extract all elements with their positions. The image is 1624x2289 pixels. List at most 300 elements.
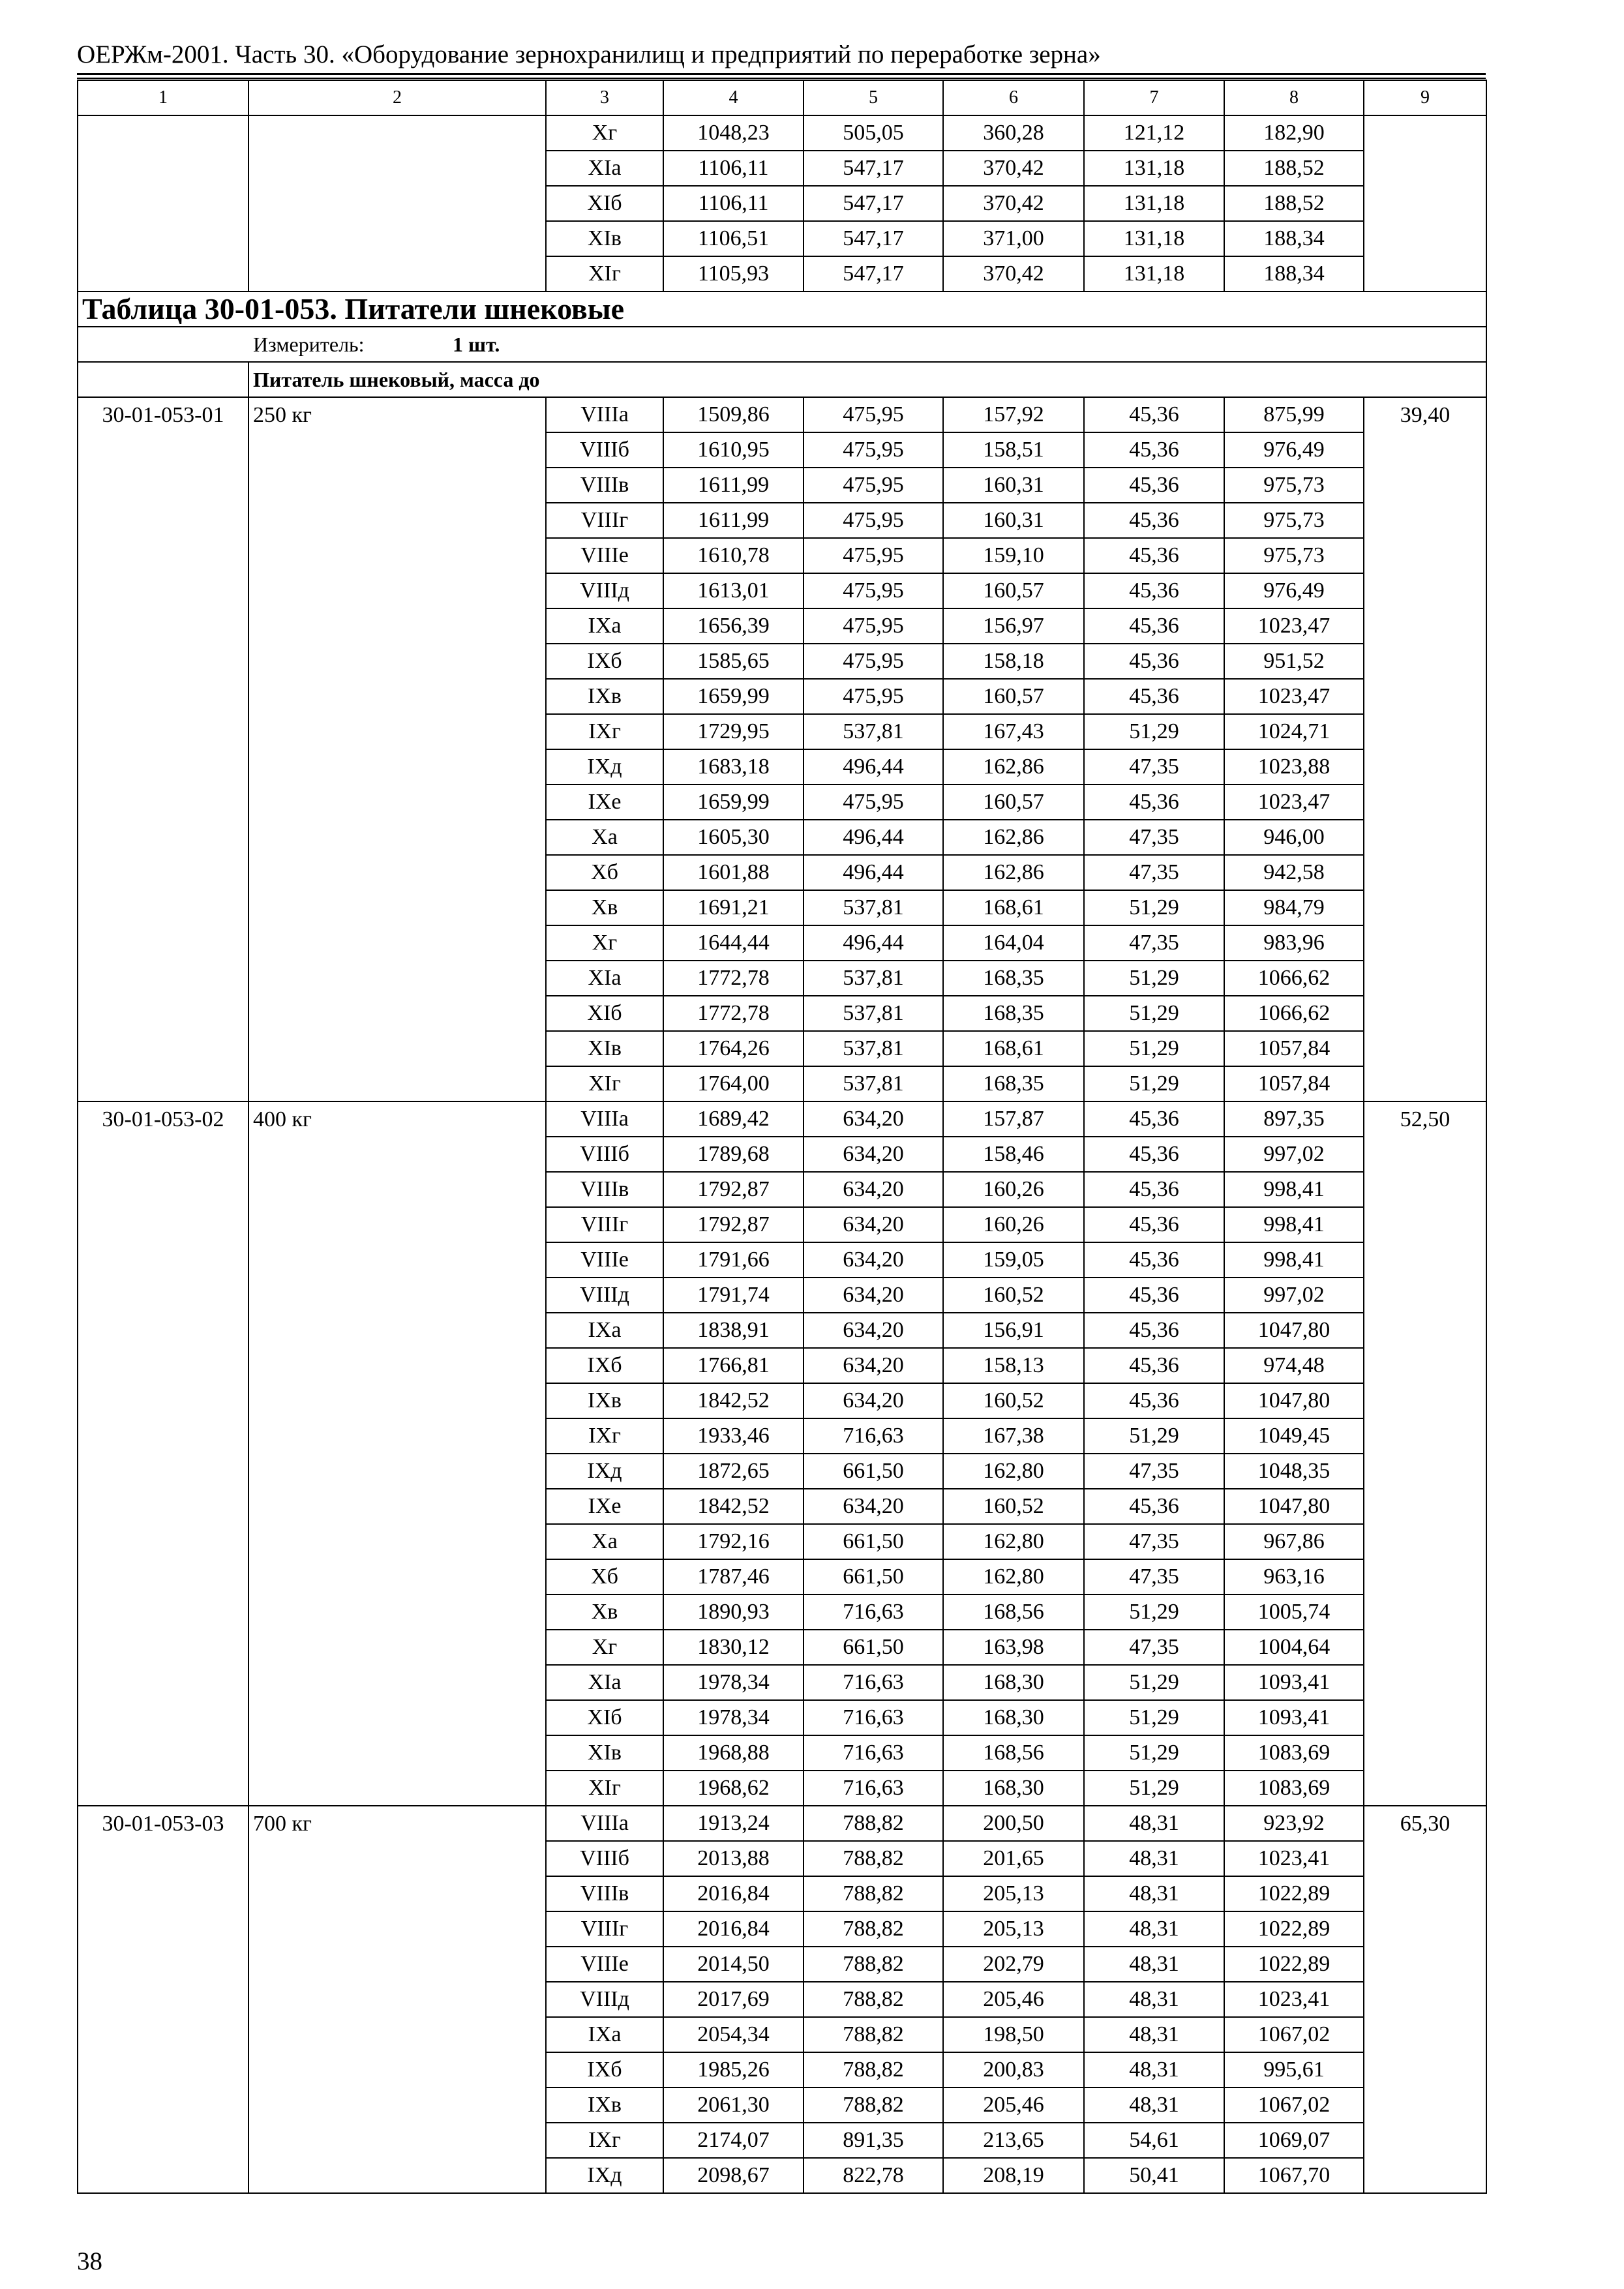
col9-cell: 39,40 xyxy=(1364,397,1486,432)
name-cell: 400 кг xyxy=(248,1101,546,1137)
value-cell: 188,52 xyxy=(1224,186,1364,221)
value-cell: 47,35 xyxy=(1084,820,1224,855)
value-cell: 1022,89 xyxy=(1224,1947,1364,1982)
name-cell xyxy=(248,1841,546,1876)
code-cell xyxy=(78,538,248,573)
value-cell: 1842,52 xyxy=(663,1383,804,1418)
code-cell xyxy=(78,820,248,855)
code-cell xyxy=(78,996,248,1031)
value-cell: 51,29 xyxy=(1084,996,1224,1031)
value-cell: 205,13 xyxy=(943,1876,1084,1911)
table-row xyxy=(78,961,1486,996)
name-cell xyxy=(248,1031,546,1066)
value-cell: 661,50 xyxy=(804,1559,943,1594)
table-row xyxy=(78,432,1486,468)
value-cell: 188,34 xyxy=(1224,256,1364,292)
value-cell: 1766,81 xyxy=(663,1348,804,1383)
col9-cell xyxy=(1364,1982,1486,2017)
value-cell: 923,92 xyxy=(1224,1806,1364,1841)
value-cell: 360,28 xyxy=(943,115,1084,151)
value-cell: 45,36 xyxy=(1084,573,1224,608)
col9-cell xyxy=(1364,151,1486,186)
value-cell: 1838,91 xyxy=(663,1313,804,1348)
value-cell: 976,49 xyxy=(1224,432,1364,468)
value-cell: 1047,80 xyxy=(1224,1313,1364,1348)
value-cell: 51,29 xyxy=(1084,1594,1224,1630)
code-cell xyxy=(78,2017,248,2052)
value-cell: 2098,67 xyxy=(663,2158,804,2193)
header-rule xyxy=(77,73,1486,75)
col9-cell xyxy=(1364,644,1486,679)
name-cell xyxy=(248,820,546,855)
value-cell: 160,26 xyxy=(943,1172,1084,1207)
value-cell: 1067,02 xyxy=(1224,2087,1364,2123)
col9-cell xyxy=(1364,573,1486,608)
price-table xyxy=(77,80,1487,2194)
value-cell: 1791,74 xyxy=(663,1278,804,1313)
value-cell: 788,82 xyxy=(804,1806,943,1841)
name-cell xyxy=(248,1454,546,1489)
column-number: 4 xyxy=(663,80,804,115)
col9-cell xyxy=(1364,1278,1486,1313)
value-cell: 45,36 xyxy=(1084,679,1224,714)
table-row xyxy=(78,714,1486,749)
column-number: 3 xyxy=(546,80,663,115)
value-cell: 1047,80 xyxy=(1224,1489,1364,1524)
value-cell: 200,50 xyxy=(943,1806,1084,1841)
value-cell: 45,36 xyxy=(1084,1278,1224,1313)
name-cell xyxy=(248,468,546,503)
name-cell xyxy=(248,1594,546,1630)
value-cell: 51,29 xyxy=(1084,1700,1224,1735)
code-cell xyxy=(78,1137,248,1172)
name-cell xyxy=(248,1947,546,1982)
table-row xyxy=(78,608,1486,644)
value-cell: 537,81 xyxy=(804,1031,943,1066)
region-cell: VIIIб xyxy=(546,1841,663,1876)
name-cell xyxy=(248,1982,546,2017)
name-cell xyxy=(248,1383,546,1418)
table-row xyxy=(78,1454,1486,1489)
name-cell xyxy=(248,1911,546,1947)
table-row xyxy=(78,468,1486,503)
region-cell: VIIIб xyxy=(546,1137,663,1172)
code-cell xyxy=(78,1489,248,1524)
value-cell: 45,36 xyxy=(1084,1242,1224,1278)
table-row xyxy=(78,1665,1486,1700)
region-cell: IХб xyxy=(546,2052,663,2087)
col9-cell xyxy=(1364,1876,1486,1911)
value-cell: 51,29 xyxy=(1084,1665,1224,1700)
name-cell xyxy=(248,890,546,925)
value-cell: 160,31 xyxy=(943,503,1084,538)
value-cell: 505,05 xyxy=(804,115,943,151)
code-cell xyxy=(78,785,248,820)
region-cell: VIIIе xyxy=(546,1242,663,1278)
value-cell: 45,36 xyxy=(1084,1101,1224,1137)
table-row xyxy=(78,1383,1486,1418)
value-cell: 984,79 xyxy=(1224,890,1364,925)
table-row xyxy=(78,1630,1486,1665)
value-cell: 160,57 xyxy=(943,679,1084,714)
code-cell xyxy=(78,2052,248,2087)
value-cell: 634,20 xyxy=(804,1137,943,1172)
code-cell xyxy=(78,1841,248,1876)
value-cell: 788,82 xyxy=(804,1982,943,2017)
value-cell: 45,36 xyxy=(1084,1383,1224,1418)
section-title-row xyxy=(78,292,1486,327)
col9-cell xyxy=(1364,925,1486,961)
table-row xyxy=(78,115,1486,151)
code-cell xyxy=(78,1630,248,1665)
code-cell xyxy=(78,1594,248,1630)
name-cell xyxy=(248,1242,546,1278)
code-cell xyxy=(78,1172,248,1207)
value-cell: 48,31 xyxy=(1084,1841,1224,1876)
value-cell: 48,31 xyxy=(1084,1982,1224,2017)
value-cell: 475,95 xyxy=(804,608,943,644)
group-title: Питатель шнековый, масса до xyxy=(248,362,1486,397)
value-cell: 897,35 xyxy=(1224,1101,1364,1137)
region-cell: ХIб xyxy=(546,1700,663,1735)
name-cell xyxy=(248,1700,546,1735)
region-cell: ХIг xyxy=(546,1771,663,1806)
value-cell: 634,20 xyxy=(804,1489,943,1524)
col9-cell xyxy=(1364,1911,1486,1947)
value-cell: 162,86 xyxy=(943,749,1084,785)
code-cell xyxy=(78,1242,248,1278)
value-cell: 54,61 xyxy=(1084,2123,1224,2158)
value-cell: 661,50 xyxy=(804,1454,943,1489)
value-cell: 1656,39 xyxy=(663,608,804,644)
value-cell: 47,35 xyxy=(1084,749,1224,785)
name-cell xyxy=(248,115,546,151)
name-cell xyxy=(248,1559,546,1594)
col9-cell xyxy=(1364,1947,1486,1982)
value-cell: 1069,07 xyxy=(1224,2123,1364,2158)
value-cell: 168,61 xyxy=(943,890,1084,925)
value-cell: 208,19 xyxy=(943,2158,1084,2193)
table-row xyxy=(78,749,1486,785)
value-cell: 1659,99 xyxy=(663,785,804,820)
value-cell: 131,18 xyxy=(1084,256,1224,292)
col9-cell xyxy=(1364,890,1486,925)
value-cell: 788,82 xyxy=(804,2052,943,2087)
value-cell: 1057,84 xyxy=(1224,1031,1364,1066)
col9-cell xyxy=(1364,2123,1486,2158)
name-cell xyxy=(248,1207,546,1242)
table-row xyxy=(78,186,1486,221)
value-cell: 121,12 xyxy=(1084,115,1224,151)
value-cell: 202,79 xyxy=(943,1947,1084,1982)
col9-cell xyxy=(1364,1207,1486,1242)
value-cell: 2013,88 xyxy=(663,1841,804,1876)
table-row xyxy=(78,925,1486,961)
region-cell: Хв xyxy=(546,890,663,925)
code-cell xyxy=(78,1313,248,1348)
code-cell xyxy=(78,679,248,714)
value-cell: 168,56 xyxy=(943,1594,1084,1630)
code-cell xyxy=(78,1524,248,1559)
value-cell: 475,95 xyxy=(804,468,943,503)
table-row xyxy=(78,2123,1486,2158)
value-cell: 160,57 xyxy=(943,785,1084,820)
column-number: 8 xyxy=(1224,80,1364,115)
value-cell: 634,20 xyxy=(804,1172,943,1207)
value-cell: 496,44 xyxy=(804,855,943,890)
region-cell: IХв xyxy=(546,679,663,714)
value-cell: 45,36 xyxy=(1084,503,1224,538)
table-row xyxy=(78,221,1486,256)
table-row xyxy=(78,256,1486,292)
region-cell: IХб xyxy=(546,644,663,679)
value-cell: 716,63 xyxy=(804,1594,943,1630)
value-cell: 1644,44 xyxy=(663,925,804,961)
value-cell: 201,65 xyxy=(943,1841,1084,1876)
value-cell: 156,91 xyxy=(943,1313,1084,1348)
value-cell: 162,80 xyxy=(943,1559,1084,1594)
col9-cell xyxy=(1364,1630,1486,1665)
table-row xyxy=(78,1418,1486,1454)
value-cell: 1611,99 xyxy=(663,468,804,503)
col9-cell xyxy=(1364,2087,1486,2123)
value-cell: 547,17 xyxy=(804,256,943,292)
value-cell: 1024,71 xyxy=(1224,714,1364,749)
region-cell: Хв xyxy=(546,1594,663,1630)
region-cell: IХг xyxy=(546,1418,663,1454)
table-row xyxy=(78,538,1486,573)
value-cell: 163,98 xyxy=(943,1630,1084,1665)
value-cell: 2014,50 xyxy=(663,1947,804,1982)
col9-cell xyxy=(1364,749,1486,785)
table-row xyxy=(78,2017,1486,2052)
value-cell: 1509,86 xyxy=(663,397,804,432)
value-cell: 788,82 xyxy=(804,1841,943,1876)
value-cell: 1985,26 xyxy=(663,2052,804,2087)
unit-value: 1 шт. xyxy=(453,333,500,356)
col9-cell xyxy=(1364,1137,1486,1172)
value-cell: 634,20 xyxy=(804,1348,943,1383)
table-row xyxy=(78,2052,1486,2087)
region-cell: VIIIе xyxy=(546,538,663,573)
region-cell: VIIIе xyxy=(546,1947,663,1982)
value-cell: 875,99 xyxy=(1224,397,1364,432)
value-cell: 45,36 xyxy=(1084,468,1224,503)
value-cell: 1772,78 xyxy=(663,996,804,1031)
region-cell: VIIIд xyxy=(546,573,663,608)
name-cell xyxy=(248,749,546,785)
name-cell xyxy=(248,1313,546,1348)
value-cell: 475,95 xyxy=(804,573,943,608)
col9-cell xyxy=(1364,1489,1486,1524)
value-cell: 1978,34 xyxy=(663,1700,804,1735)
unit-row xyxy=(78,327,1486,362)
name-cell xyxy=(248,1066,546,1101)
value-cell: 983,96 xyxy=(1224,925,1364,961)
value-cell: 370,42 xyxy=(943,256,1084,292)
region-cell: IХг xyxy=(546,714,663,749)
value-cell: 45,36 xyxy=(1084,432,1224,468)
value-cell: 1067,70 xyxy=(1224,2158,1364,2193)
region-cell: VIIIв xyxy=(546,1876,663,1911)
col9-cell xyxy=(1364,1454,1486,1489)
value-cell: 1791,66 xyxy=(663,1242,804,1278)
value-cell: 131,18 xyxy=(1084,151,1224,186)
value-cell: 1005,74 xyxy=(1224,1594,1364,1630)
name-cell xyxy=(248,996,546,1031)
value-cell: 963,16 xyxy=(1224,1559,1364,1594)
value-cell: 48,31 xyxy=(1084,1947,1224,1982)
value-cell: 1023,88 xyxy=(1224,749,1364,785)
value-cell: 998,41 xyxy=(1224,1242,1364,1278)
code-cell xyxy=(78,1947,248,1982)
name-cell xyxy=(248,1665,546,1700)
col9-cell xyxy=(1364,1031,1486,1066)
value-cell: 942,58 xyxy=(1224,855,1364,890)
value-cell: 200,83 xyxy=(943,2052,1084,2087)
col9-cell xyxy=(1364,1313,1486,1348)
table-row xyxy=(78,1700,1486,1735)
region-cell: ХIв xyxy=(546,1735,663,1771)
code-cell xyxy=(78,1665,248,1700)
code-cell xyxy=(78,749,248,785)
value-cell: 370,42 xyxy=(943,186,1084,221)
value-cell: 946,00 xyxy=(1224,820,1364,855)
value-cell: 1105,93 xyxy=(663,256,804,292)
region-cell: Ха xyxy=(546,820,663,855)
name-cell xyxy=(248,1348,546,1383)
code-cell xyxy=(78,1911,248,1947)
name-cell xyxy=(248,186,546,221)
value-cell: 158,46 xyxy=(943,1137,1084,1172)
value-cell: 974,48 xyxy=(1224,1348,1364,1383)
region-cell: VIIIв xyxy=(546,1172,663,1207)
code-cell xyxy=(78,1876,248,1911)
region-cell: IХа xyxy=(546,1313,663,1348)
value-cell: 51,29 xyxy=(1084,890,1224,925)
value-cell: 976,49 xyxy=(1224,573,1364,608)
value-cell: 50,41 xyxy=(1084,2158,1224,2193)
value-cell: 1933,46 xyxy=(663,1418,804,1454)
value-cell: 1605,30 xyxy=(663,820,804,855)
value-cell: 160,57 xyxy=(943,573,1084,608)
table-row xyxy=(78,1101,1486,1137)
table-row xyxy=(78,573,1486,608)
unit-label: Измеритель: xyxy=(253,333,365,356)
region-cell: VIIIг xyxy=(546,1207,663,1242)
value-cell: 168,61 xyxy=(943,1031,1084,1066)
value-cell: 1023,41 xyxy=(1224,1841,1364,1876)
table-row xyxy=(78,1242,1486,1278)
table-row xyxy=(78,1876,1486,1911)
value-cell: 975,73 xyxy=(1224,538,1364,573)
region-cell: ХIг xyxy=(546,256,663,292)
value-cell: 168,56 xyxy=(943,1735,1084,1771)
region-cell: ХIа xyxy=(546,1665,663,1700)
value-cell: 1601,88 xyxy=(663,855,804,890)
value-cell: 1004,64 xyxy=(1224,1630,1364,1665)
value-cell: 1842,52 xyxy=(663,1489,804,1524)
value-cell: 537,81 xyxy=(804,996,943,1031)
value-cell: 716,63 xyxy=(804,1700,943,1735)
value-cell: 2054,34 xyxy=(663,2017,804,2052)
value-cell: 47,35 xyxy=(1084,1559,1224,1594)
col9-cell xyxy=(1364,1841,1486,1876)
table-row xyxy=(78,1735,1486,1771)
name-cell: 250 кг xyxy=(248,397,546,432)
table-row xyxy=(78,1524,1486,1559)
value-cell: 157,92 xyxy=(943,397,1084,432)
code-cell xyxy=(78,221,248,256)
value-cell: 634,20 xyxy=(804,1207,943,1242)
value-cell: 1789,68 xyxy=(663,1137,804,1172)
value-cell: 1083,69 xyxy=(1224,1771,1364,1806)
table-row xyxy=(78,1348,1486,1383)
value-cell: 160,52 xyxy=(943,1278,1084,1313)
col9-cell xyxy=(1364,2052,1486,2087)
value-cell: 997,02 xyxy=(1224,1137,1364,1172)
col9-cell xyxy=(1364,2158,1486,2193)
table-row xyxy=(78,679,1486,714)
value-cell: 51,29 xyxy=(1084,1031,1224,1066)
value-cell: 1968,62 xyxy=(663,1771,804,1806)
value-cell: 45,36 xyxy=(1084,785,1224,820)
value-cell: 967,86 xyxy=(1224,1524,1364,1559)
value-cell: 1610,78 xyxy=(663,538,804,573)
code-cell: 30-01-053-02 xyxy=(78,1101,248,1137)
table-row xyxy=(78,1841,1486,1876)
table-row xyxy=(78,1594,1486,1630)
table-row xyxy=(78,996,1486,1031)
value-cell: 716,63 xyxy=(804,1735,943,1771)
code-cell xyxy=(78,2158,248,2193)
name-cell xyxy=(248,1876,546,1911)
region-cell: IХв xyxy=(546,1383,663,1418)
table-row xyxy=(78,1911,1486,1947)
value-cell: 1913,24 xyxy=(663,1806,804,1841)
region-cell: ХIа xyxy=(546,961,663,996)
value-cell: 205,13 xyxy=(943,1911,1084,1947)
code-cell xyxy=(78,1278,248,1313)
name-cell xyxy=(248,2087,546,2123)
code-cell xyxy=(78,1735,248,1771)
col9-cell xyxy=(1364,785,1486,820)
region-cell: VIIIв xyxy=(546,468,663,503)
region-cell: VIIIд xyxy=(546,1278,663,1313)
value-cell: 188,34 xyxy=(1224,221,1364,256)
region-cell: IХг xyxy=(546,2123,663,2158)
col9-cell xyxy=(1364,1594,1486,1630)
name-cell xyxy=(248,608,546,644)
name-cell xyxy=(248,538,546,573)
value-cell: 48,31 xyxy=(1084,1876,1224,1911)
value-cell: 475,95 xyxy=(804,503,943,538)
value-cell: 547,17 xyxy=(804,221,943,256)
value-cell: 205,46 xyxy=(943,2087,1084,2123)
name-cell xyxy=(248,855,546,890)
code-cell xyxy=(78,1559,248,1594)
code-cell xyxy=(78,573,248,608)
value-cell: 158,13 xyxy=(943,1348,1084,1383)
name-cell xyxy=(248,256,546,292)
table-row xyxy=(78,644,1486,679)
table-row xyxy=(78,1313,1486,1348)
name-cell xyxy=(248,1630,546,1665)
value-cell: 2061,30 xyxy=(663,2087,804,2123)
value-cell: 164,04 xyxy=(943,925,1084,961)
col9-cell xyxy=(1364,1172,1486,1207)
page-number: 38 xyxy=(77,2247,102,2275)
